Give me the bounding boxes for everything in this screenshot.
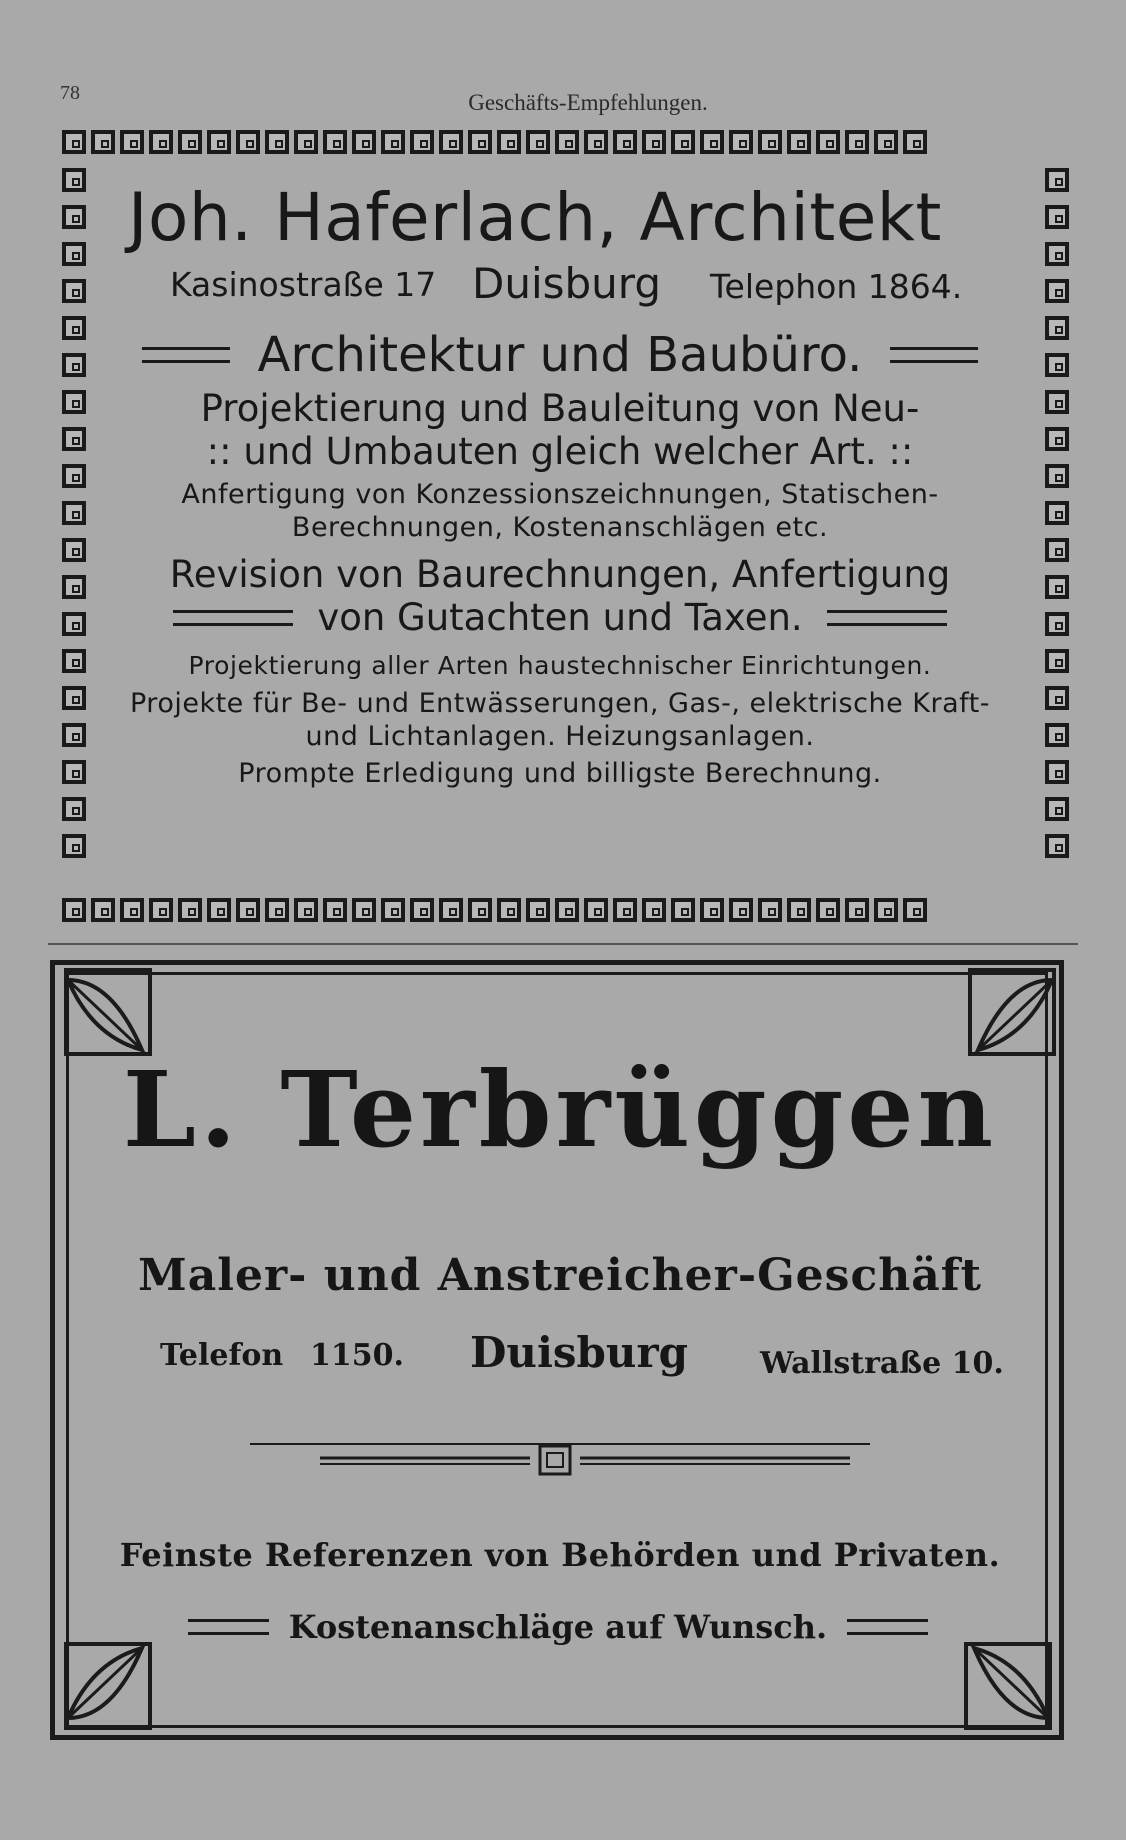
ornament-square: [207, 130, 231, 154]
ornament-square: [845, 130, 869, 154]
ornament-square: [1045, 464, 1069, 488]
ornament-square: [874, 898, 898, 922]
ornament-square: [555, 898, 579, 922]
text-line: Anfertigung von Konzessionszeichnungen, Statischen-: [181, 479, 939, 510]
ornament-square: [1045, 205, 1069, 229]
city: Duisburg: [472, 259, 661, 308]
street-address: Kasinostraße 17: [170, 265, 437, 304]
ornament-square: [62, 205, 86, 229]
ornament-square: [1045, 686, 1069, 710]
ornament-square: [613, 898, 637, 922]
ornament-square: [1045, 575, 1069, 599]
ornament-square: [323, 898, 347, 922]
ornament-square: [729, 898, 753, 922]
ornament-square: [787, 130, 811, 154]
ornament-square: [555, 130, 579, 154]
city: Duisburg: [470, 1328, 688, 1377]
rule-decoration: [847, 1619, 928, 1635]
ornament-square: [236, 898, 260, 922]
ornament-square: [1045, 649, 1069, 673]
ornament-square: [1045, 612, 1069, 636]
ornament-square: [1045, 390, 1069, 414]
ornament-square: [700, 130, 724, 154]
ornament-border-right: [1045, 168, 1069, 871]
ornament-square: [613, 130, 637, 154]
ornament-square: [671, 130, 695, 154]
section-divider: [48, 943, 1078, 945]
ornament-square: [62, 898, 86, 922]
ornament-square: [1045, 834, 1069, 858]
ornament-square: [903, 130, 927, 154]
ornament-square: [62, 834, 86, 858]
ornament-square: [62, 575, 86, 599]
ornament-square: [816, 898, 840, 922]
ornament-square: [1045, 760, 1069, 784]
ornament-square: [700, 898, 724, 922]
ornament-square: [62, 390, 86, 414]
ornament-square: [91, 130, 115, 154]
phone-label: Telefon: [160, 1338, 284, 1373]
ornament-square: [758, 130, 782, 154]
ornament-square: [1045, 427, 1069, 451]
running-title: Geschäfts-Empfehlungen.: [468, 90, 708, 115]
rule-decoration: [173, 610, 293, 626]
ornamental-rule: [250, 1436, 870, 1476]
text-line: :: und Umbauten gleich welcher Art. ::: [206, 430, 914, 473]
ornament-square: [671, 898, 695, 922]
ornament-border-left: [62, 168, 86, 871]
phone: Telephon 1864.: [710, 267, 963, 306]
ornament-square: [497, 898, 521, 922]
ornament-square: [62, 538, 86, 562]
rule-decoration: [827, 610, 947, 626]
ornament-square: [294, 898, 318, 922]
rule-decoration: [188, 1619, 269, 1635]
advertisement-haferlach: [110, 179, 1010, 789]
ornament-square: [91, 898, 115, 922]
ornament-square: [874, 130, 898, 154]
ornament-square: [62, 279, 86, 303]
ornament-square: [178, 130, 202, 154]
ornament-square: [120, 898, 144, 922]
ornament-square: [352, 898, 376, 922]
ornament-square: [62, 316, 86, 340]
ornament-square: [1045, 501, 1069, 525]
ornament-square: [62, 242, 86, 266]
ornament-square: [62, 353, 86, 377]
ornament-square: [439, 130, 463, 154]
ornament-square: [323, 130, 347, 154]
ornament-square: [62, 649, 86, 673]
ornament-square: [207, 898, 231, 922]
ornament-square: [410, 898, 434, 922]
ornament-square: [1045, 242, 1069, 266]
text-line: von Gutachten und Taxen.: [317, 596, 803, 639]
headline-row: [110, 327, 1010, 383]
rule-decoration: [142, 347, 230, 363]
ornament-square: [903, 898, 927, 922]
ornament-square: [294, 130, 318, 154]
ornament-square: [236, 130, 260, 154]
ornament-square: [62, 686, 86, 710]
text-line: Projekte für Be- und Entwässerungen, Gas-, elektrische Kraft-: [130, 688, 990, 719]
ornament-border-top: [62, 130, 932, 154]
ornament-square: [526, 898, 550, 922]
text-line: Projektierung und Bauleitung von Neu-: [200, 387, 920, 430]
text-line: und Lichtanlagen. Heizungsanlagen.: [305, 721, 815, 752]
text-line: Berechnungen, Kostenanschlägen etc.: [291, 512, 829, 543]
leaf-corner-ornament: [62, 1640, 154, 1732]
leaf-corner-ornament: [962, 1640, 1054, 1732]
ornament-square: [62, 797, 86, 821]
ornament-border-bottom: [62, 898, 932, 922]
text-line: Revision von Baurechnungen, Anfertigung: [169, 553, 951, 596]
ornament-square: [352, 130, 376, 154]
ornament-square: [62, 130, 86, 154]
ornament-square: [265, 898, 289, 922]
text-line: Prompte Erledigung und billigste Berechnung.: [238, 758, 882, 789]
estimates-row: [188, 1608, 928, 1646]
ornament-square: [1045, 538, 1069, 562]
ornament-square: [439, 898, 463, 922]
advertiser-name: Joh. Haferlach, Architekt: [128, 179, 942, 256]
ornament-square: [497, 130, 521, 154]
revision-row: [110, 596, 1010, 639]
estimates-line: Kostenanschläge auf Wunsch.: [288, 1608, 828, 1646]
ornament-square: [1045, 723, 1069, 747]
ornament-square: [787, 898, 811, 922]
ornament-square: [62, 612, 86, 636]
page-number: 78: [60, 82, 80, 104]
ornament-square: [120, 130, 144, 154]
ornament-square: [526, 130, 550, 154]
ornament-square: [410, 130, 434, 154]
ornament-square: [62, 427, 86, 451]
ornament-square: [265, 130, 289, 154]
ornament-square: [178, 898, 202, 922]
ornament-square: [1045, 797, 1069, 821]
ornament-square: [468, 130, 492, 154]
ornament-square: [149, 898, 173, 922]
ornament-square: [584, 130, 608, 154]
ornament-square: [642, 130, 666, 154]
ornament-square: [62, 464, 86, 488]
ornament-square: [62, 723, 86, 747]
ornament-square: [1045, 353, 1069, 377]
ornament-square: [62, 760, 86, 784]
ornament-square: [1045, 168, 1069, 192]
ornament-square: [149, 130, 173, 154]
rule-decoration: [890, 347, 978, 363]
ornament-square: [381, 130, 405, 154]
ornament-square: [584, 898, 608, 922]
contact-line: [110, 259, 1010, 319]
leaf-corner-ornament: [966, 966, 1058, 1058]
ornament-square: [1045, 279, 1069, 303]
street-address: Wallstraße 10.: [760, 1346, 1004, 1381]
ornament-square: [62, 501, 86, 525]
headline: Architektur und Baubüro.: [257, 327, 863, 383]
ornament-square: [642, 898, 666, 922]
references-line: Feinste Referenzen von Behörden und Privaten.: [119, 1536, 1001, 1574]
ornament-square: [758, 898, 782, 922]
ornament-square: [729, 130, 753, 154]
ornament-square: [845, 898, 869, 922]
business-type: Maler- und Anstreicher-Geschäft: [138, 1250, 982, 1301]
leaf-corner-ornament: [62, 966, 154, 1058]
text-line: Projektierung aller Arten haustechnischer Einrichtungen.: [188, 651, 932, 680]
phone-number: 1150.: [310, 1338, 404, 1373]
ornament-square: [381, 898, 405, 922]
ornament-square: [62, 168, 86, 192]
advertiser-name-text: L. Terbrüggen: [122, 1048, 998, 1171]
ornament-square: [816, 130, 840, 154]
ornament-square: [468, 898, 492, 922]
advertiser-name: [100, 1048, 1020, 1171]
ornament-square: [1045, 316, 1069, 340]
